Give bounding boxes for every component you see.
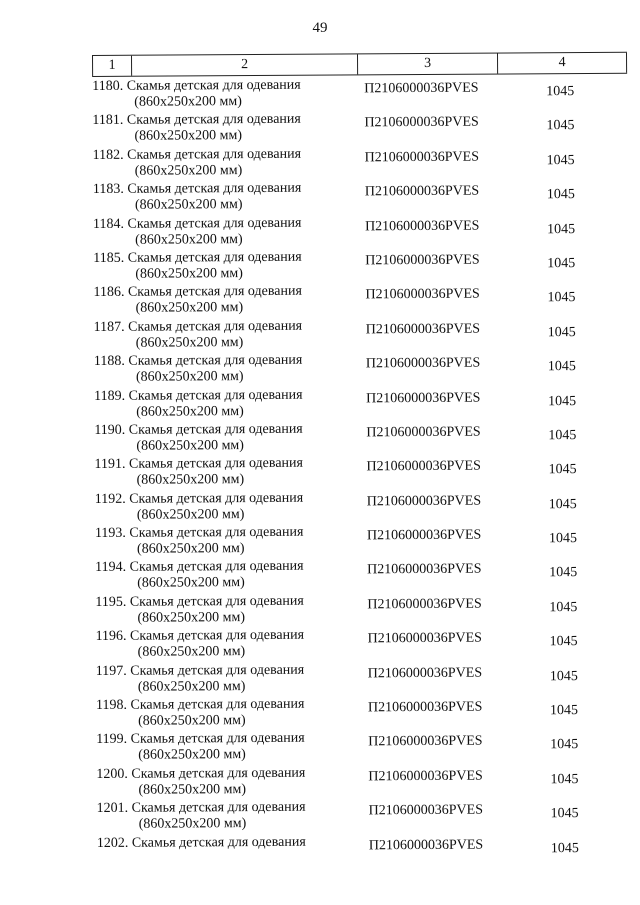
item-code: П2106000036PVES xyxy=(365,321,481,338)
item-quantity: 1045 xyxy=(548,462,577,478)
item-name: Скамья детская для одевания xyxy=(129,593,304,610)
item-quantity: 1045 xyxy=(550,771,579,788)
row-number: 1184. xyxy=(92,216,125,232)
item-name: Скамья детская для одевания xyxy=(129,490,304,507)
item-code: П2106000036PVES xyxy=(367,630,482,647)
item-quantity: 1045 xyxy=(549,565,578,581)
item-quantity: 1045 xyxy=(550,737,579,753)
item-dimensions: (860x250x200 мм) xyxy=(135,266,243,282)
item-name: Скамья детская для одевания xyxy=(127,146,302,163)
row-number: 1189. xyxy=(94,388,126,404)
item-dimensions: (860x250x200 мм) xyxy=(136,472,245,489)
row-number-and-name xyxy=(95,524,361,542)
table-row xyxy=(97,798,632,836)
table-row xyxy=(95,557,630,595)
table-row xyxy=(96,626,631,664)
item-quantity: 1045 xyxy=(549,668,578,684)
item-quantity: 1045 xyxy=(547,256,576,272)
row-number-and-name xyxy=(94,387,360,405)
item-name: Скамья детская для одевания xyxy=(127,284,302,301)
item-name: Скамья детская для одевания xyxy=(128,318,303,335)
row-number-and-name xyxy=(94,352,360,370)
column-header-2: 2 xyxy=(132,54,358,75)
row-number-and-name xyxy=(96,628,362,646)
row-number-and-name xyxy=(94,456,360,474)
item-dimensions: (860x250x200 мм) xyxy=(134,197,243,213)
item-dimensions: (860x250x200 мм) xyxy=(138,713,246,729)
row-number-and-name xyxy=(96,765,362,783)
item-dimensions: (860x250x200 мм) xyxy=(134,94,242,110)
row-number-and-name xyxy=(95,559,361,577)
item-dimensions: (860x250x200 мм) xyxy=(136,403,244,420)
item-quantity: 1045 xyxy=(546,118,575,134)
item-dimensions: (860x250x200 мм) xyxy=(134,162,243,179)
table-row xyxy=(92,110,627,148)
item-dimensions: (860x250x200 мм) xyxy=(137,678,246,695)
item-name: Скамья детская для одевания xyxy=(130,731,305,748)
item-name: Скамья детская для одевания xyxy=(131,799,306,816)
row-number-and-name xyxy=(93,215,359,233)
table-row xyxy=(93,248,628,286)
item-quantity: 1045 xyxy=(546,187,575,203)
item-code: П2106000036PVES xyxy=(365,252,480,269)
item-quantity: 1045 xyxy=(547,359,576,375)
row-number: 1183. xyxy=(92,181,124,198)
item-quantity: 1045 xyxy=(547,290,576,306)
item-name: Скамья детская для одевания xyxy=(126,77,301,94)
table-header-row xyxy=(92,52,627,77)
table-row xyxy=(96,660,631,698)
item-name: Скамья детская для одевания xyxy=(131,834,306,851)
item-code: П2106000036PVES xyxy=(367,699,483,716)
item-code: П2106000036PVES xyxy=(367,665,483,681)
item-dimensions: (860x250x200 мм) xyxy=(137,575,245,592)
item-code: П2106000036PVES xyxy=(367,596,482,613)
item-code: П2106000036PVES xyxy=(368,837,484,853)
item-name: Скамья детская для одевания xyxy=(128,387,303,404)
item-dimensions: (860x250x200 мм) xyxy=(136,506,245,523)
item-name: Скамья детская для одевания xyxy=(127,215,302,232)
table-row xyxy=(94,316,629,354)
row-number: 1182. xyxy=(92,147,124,163)
item-name: Скамья детская для одевания xyxy=(129,627,305,645)
table-row xyxy=(93,179,628,217)
row-number: 1181. xyxy=(92,113,124,129)
item-name: Скамья детская для одевания xyxy=(129,524,304,541)
item-code: П2106000036PVES xyxy=(366,424,481,441)
table-row xyxy=(92,76,627,114)
item-dimensions: (860x250x200 мм) xyxy=(137,644,246,660)
item-dimensions: (860x250x200 мм) xyxy=(135,369,244,385)
item-code: П2106000036PVES xyxy=(365,218,480,234)
item-dimensions: (860x250x200 мм) xyxy=(134,128,243,145)
row-number: 1195. xyxy=(95,594,127,610)
item-quantity: 1045 xyxy=(548,496,577,512)
item-dimensions: (860x250x200 мм) xyxy=(135,231,243,248)
item-code: П2106000036PVES xyxy=(364,149,480,166)
table-row xyxy=(94,454,629,492)
column-header-4: 4 xyxy=(498,53,627,74)
item-name: Скамья детская для одевания xyxy=(130,696,305,713)
table-row xyxy=(97,832,632,870)
row-number: 1199. xyxy=(96,732,128,748)
table-row xyxy=(93,145,628,183)
item-code: П2106000036PVES xyxy=(366,390,481,406)
row-number-and-name xyxy=(93,181,359,199)
item-dimensions: (860x250x200 мм) xyxy=(135,334,244,351)
item-quantity: 1045 xyxy=(549,634,578,650)
item-dimensions: (860x250x200 мм) xyxy=(137,609,246,626)
item-code: П2106000036PVES xyxy=(366,527,482,544)
table-row xyxy=(94,351,629,389)
row-number-and-name xyxy=(92,77,358,95)
item-quantity: 1045 xyxy=(550,806,579,822)
item-dimensions: (860x250x200 мм) xyxy=(136,437,244,454)
item-quantity: 1045 xyxy=(550,840,579,856)
row-number: 1200. xyxy=(96,766,128,782)
item-code: П2106000036PVES xyxy=(368,802,484,819)
item-quantity: 1045 xyxy=(549,599,578,616)
row-number: 1192. xyxy=(94,491,126,507)
row-number-and-name xyxy=(93,249,359,267)
item-code: П2106000036PVES xyxy=(368,768,483,785)
row-number: 1196. xyxy=(95,629,127,645)
item-name: Скамья детская для одевания xyxy=(129,559,304,576)
row-number-and-name xyxy=(94,421,360,439)
item-name: Скамья детская для одевания xyxy=(127,249,302,266)
table-row xyxy=(93,213,628,251)
item-name: Скамья детская для одевания xyxy=(127,180,302,197)
column-header-1: 1 xyxy=(92,56,132,76)
inventory-table xyxy=(92,52,632,870)
item-quantity: 1045 xyxy=(546,152,575,169)
item-code: П2106000036PVES xyxy=(368,734,483,750)
item-name: Скамья детская для одевания xyxy=(128,421,303,438)
item-dimensions: (860x250x200 мм) xyxy=(138,816,247,832)
item-quantity: 1045 xyxy=(547,324,576,340)
row-number-and-name xyxy=(96,696,362,714)
row-number: 1188. xyxy=(93,353,125,370)
item-quantity: 1045 xyxy=(547,221,576,237)
table-row xyxy=(96,729,631,767)
row-number-and-name xyxy=(93,284,359,302)
table-row xyxy=(96,695,631,733)
page-number: 49 xyxy=(312,20,328,36)
item-name: Скамья детская для одевания xyxy=(128,456,303,473)
row-number-and-name xyxy=(92,112,358,130)
item-quantity: 1045 xyxy=(549,703,579,719)
table-row xyxy=(95,523,630,561)
item-code: П2106000036PVES xyxy=(367,562,482,578)
item-code: П2106000036PVES xyxy=(364,80,479,97)
table-row xyxy=(96,764,631,802)
item-quantity: 1045 xyxy=(546,84,575,100)
item-quantity: 1045 xyxy=(548,427,577,444)
item-code: П2106000036PVES xyxy=(365,286,480,303)
item-dimensions: (860x250x200 мм) xyxy=(138,781,247,798)
row-number: 1202. xyxy=(96,835,129,851)
row-number-and-name xyxy=(96,662,362,680)
item-name: Скамья детская для одевания xyxy=(131,765,306,782)
item-name: Скамья детская для одевания xyxy=(130,662,305,679)
item-code: П2106000036PVES xyxy=(364,115,479,131)
item-code: П2106000036PVES xyxy=(366,458,481,475)
row-number: 1193. xyxy=(94,525,126,542)
row-number: 1198. xyxy=(95,697,128,714)
item-quantity: 1045 xyxy=(548,393,577,409)
item-code: П2106000036PVES xyxy=(366,493,482,510)
table-row xyxy=(95,592,630,630)
row-number-and-name xyxy=(93,146,359,164)
row-number: 1187. xyxy=(93,319,125,335)
item-dimensions: (860x250x200 мм) xyxy=(135,300,244,317)
table-row xyxy=(94,385,629,423)
item-quantity: 1045 xyxy=(548,531,578,547)
row-number: 1201. xyxy=(96,800,129,817)
item-code: П2106000036PVES xyxy=(364,183,480,200)
row-number-and-name xyxy=(94,318,360,336)
row-number: 1197. xyxy=(95,663,127,679)
row-number: 1194. xyxy=(95,560,127,576)
item-name: Скамья детская для одевания xyxy=(126,112,301,129)
row-number-and-name xyxy=(96,731,362,749)
row-number-and-name xyxy=(97,834,363,852)
item-name: Скамья детская для одевания xyxy=(128,352,303,369)
item-dimensions: (860x250x200 мм) xyxy=(138,747,246,764)
table-row xyxy=(93,282,628,320)
row-number: 1180. xyxy=(92,78,124,94)
row-number: 1186. xyxy=(93,285,125,301)
row-number: 1185. xyxy=(93,250,125,266)
row-number: 1190. xyxy=(94,422,126,438)
row-number-and-name xyxy=(95,593,361,611)
table-body xyxy=(92,74,632,870)
row-number-and-name xyxy=(95,490,361,508)
table-row xyxy=(95,488,630,526)
item-dimensions: (860x250x200 мм) xyxy=(136,541,245,557)
table-row xyxy=(94,420,629,458)
column-header-3: 3 xyxy=(358,54,498,75)
row-number: 1191. xyxy=(94,457,126,473)
row-number-and-name xyxy=(97,800,363,818)
item-code: П2106000036PVES xyxy=(365,355,481,372)
